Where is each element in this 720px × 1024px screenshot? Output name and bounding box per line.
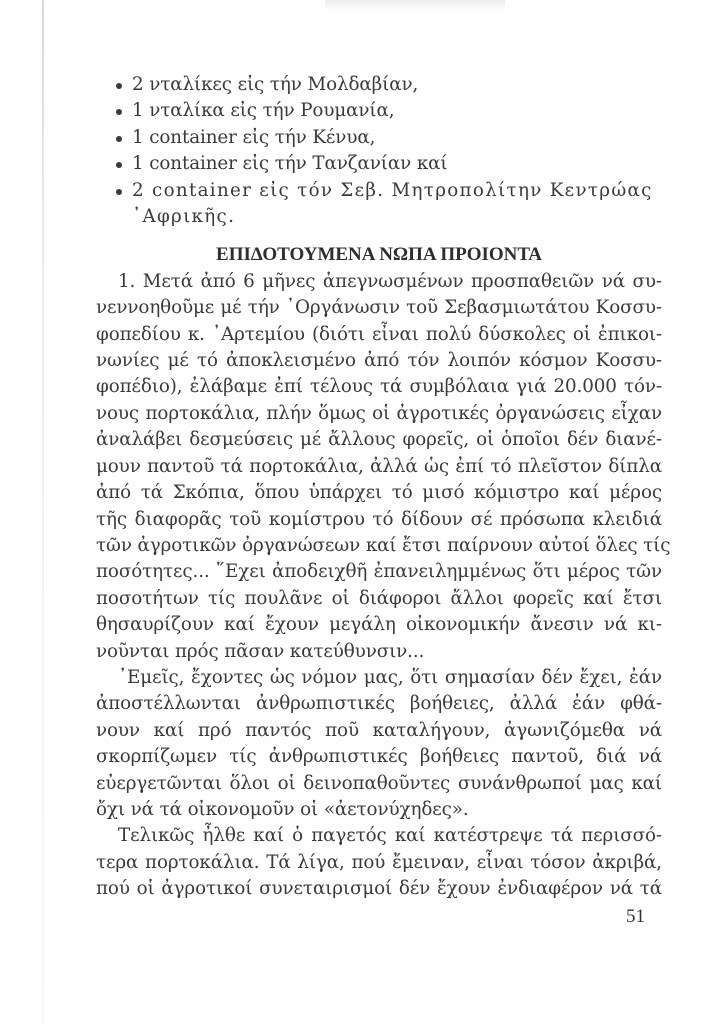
paragraph-line: μουν παντοῦ τά πορτοκάλια, ἀλλά ὡς ἐπί τό πλεῖστον δίπλα [96, 455, 662, 477]
paragraph-line: τερα πορτοκάλια. Τά λίγα, πού ἔμειναν, εἶναι τόσον ἀκριβά, [96, 851, 662, 873]
list-item [96, 98, 662, 124]
list-item-text: 1 container εἰς τήν Κένυα, [132, 126, 376, 148]
list-item [96, 178, 662, 231]
paragraph-line: 1. Μετά ἀπό 6 μῆνες ἀπεγνωσμένων προσπαθειῶν νά συ- [118, 270, 662, 292]
paragraph-line: ᾽Εμεῖς, ἔχοντες ὡς νόμον μας, ὅτι σημασίαν δέν ἔχει, ἐάν [118, 666, 662, 688]
list-item-text: 2 container εἰς τόν Σεβ. Μητροπολίτην Κεντρώας [132, 179, 653, 201]
paragraph-line: πού οἱ ἀγροτικοί συνεταιρισμοί δέν ἔχουν ἐνδιαφέρον νά τά [96, 878, 662, 900]
paragraph-line: ποσότητες... ῞Εχει ἀποδειχθῆ ἐπανειλημμένως ὅτι μέρος τῶν [96, 561, 662, 583]
paragraph-line: ἀναλάβει δεσμεύσεις μέ ἄλλους φορεῖς, οἱ ὁποῖοι δέν διανέ- [96, 429, 662, 451]
paragraph-line: ποσοτήτων τίς πουλᾶνε οἱ διάφοροι ἄλλοι φορεῖς καί ἔτσι [96, 587, 662, 609]
paragraph-line: ὄχι νά τά οἰκονομοῦν οἱ «ἀετονύχηδες». [96, 798, 469, 820]
bullet-icon [116, 83, 122, 89]
bullet-icon [116, 189, 122, 195]
list-item-text: 2 νταλίκες εἰς τήν Μολδαβίαν, [132, 74, 419, 95]
paragraph-line: νους πορτοκάλια, πλήν ὅμως οἱ ἀγροτικές ὀργανώσεις εἶχαν [96, 402, 662, 424]
page-text [96, 72, 671, 903]
paragraph-line: νοῦνται πρός πᾶσαν κατεύθυνσιν... [96, 640, 425, 662]
paragraph-line: ἀποστέλλωνται ἀνθρωπιστικές βοήθειες, ἀλλά ἐάν φθά- [96, 693, 662, 715]
list-item-continuation: ᾽Αφρικῆς. [132, 206, 236, 228]
list-item-text: 1 container εἰς τήν Τανζανίαν καί [132, 153, 448, 175]
paragraph-line: τῶν ἀγροτικῶν ὀργανώσεων καί ἔτσι παίρνουν αὐτοί ὅλες τίς [96, 534, 671, 556]
scan-page-edge [42, 0, 44, 1024]
page-number: 51 [626, 906, 645, 927]
paragraph-line: Τελικῶς ἦλθε καί ὁ παγετός καί κατέστρεψε τά περισσό- [118, 825, 662, 847]
paragraph-line: ἀπό τά Σκόπια, ὅπου ὑπάρχει τό μισό κόμιστρο καί μέρος [96, 482, 662, 504]
list-item [96, 72, 662, 98]
bullet-icon [116, 109, 122, 115]
section-heading: ΕΠΙΔΟΤΟΥΜΕΝΑ ΝΩΠΑ ΠΡΟΙΟΝΤΑ [216, 244, 542, 266]
bullet-icon [116, 162, 122, 168]
paragraph-line: εὐεργετῶνται ὅλοι οἱ δεινοπαθοῦντες συνάνθρωποί μας καί [96, 772, 662, 794]
paragraph-line: σκορπίζωμεν τίς ἀνθρωπιστικές βοήθειες παντοῦ, διά νά [96, 746, 662, 768]
scan-bleed-through [325, 0, 505, 10]
paragraph [96, 665, 662, 823]
paragraph-line: τῆς διαφορᾶς τοῦ κομίστρου τό δίδουν σέ πρόσωπα κλειδιά [96, 508, 662, 530]
list-item [96, 125, 662, 151]
paragraph-line: θησαυρίζουν καί ἔχουν μεγάλη οἰκονομικήν ἄνεσιν νά κι- [96, 614, 662, 636]
paragraph-line: νωνίες μέ τό ἀποκλεισμένο ἀπό τόν λοιπόν κόσμον Κοσσυ- [96, 350, 662, 372]
shipment-list [96, 72, 662, 230]
paragraph-line: νουν καί πρό παντός ποῦ καταλήγουν, ἀγωνιζόμεθα νά [96, 719, 662, 741]
paragraph [96, 269, 671, 665]
bullet-icon [116, 136, 122, 142]
list-item [96, 151, 662, 177]
paragraph [96, 823, 662, 902]
paragraph-line: φοπέδιο), ἐλάβαμε ἐπί τέλους τά συμβόλαια γιά 20.000 τόν- [96, 376, 662, 398]
paragraph-line: φοπεδίου κ. ᾽Αρτεμίου (διότι εἶναι πολύ δύσκολες οἱ ἐπικοι- [96, 323, 662, 345]
list-item-text: 1 νταλίκα εἰς τήν Ρουμανία, [132, 100, 395, 122]
paragraph-line: νεννοηθοῦμε μέ τήν ᾽Οργάνωσιν τοῦ Σεβασμιωτάτου Κοσσυ- [96, 297, 662, 319]
